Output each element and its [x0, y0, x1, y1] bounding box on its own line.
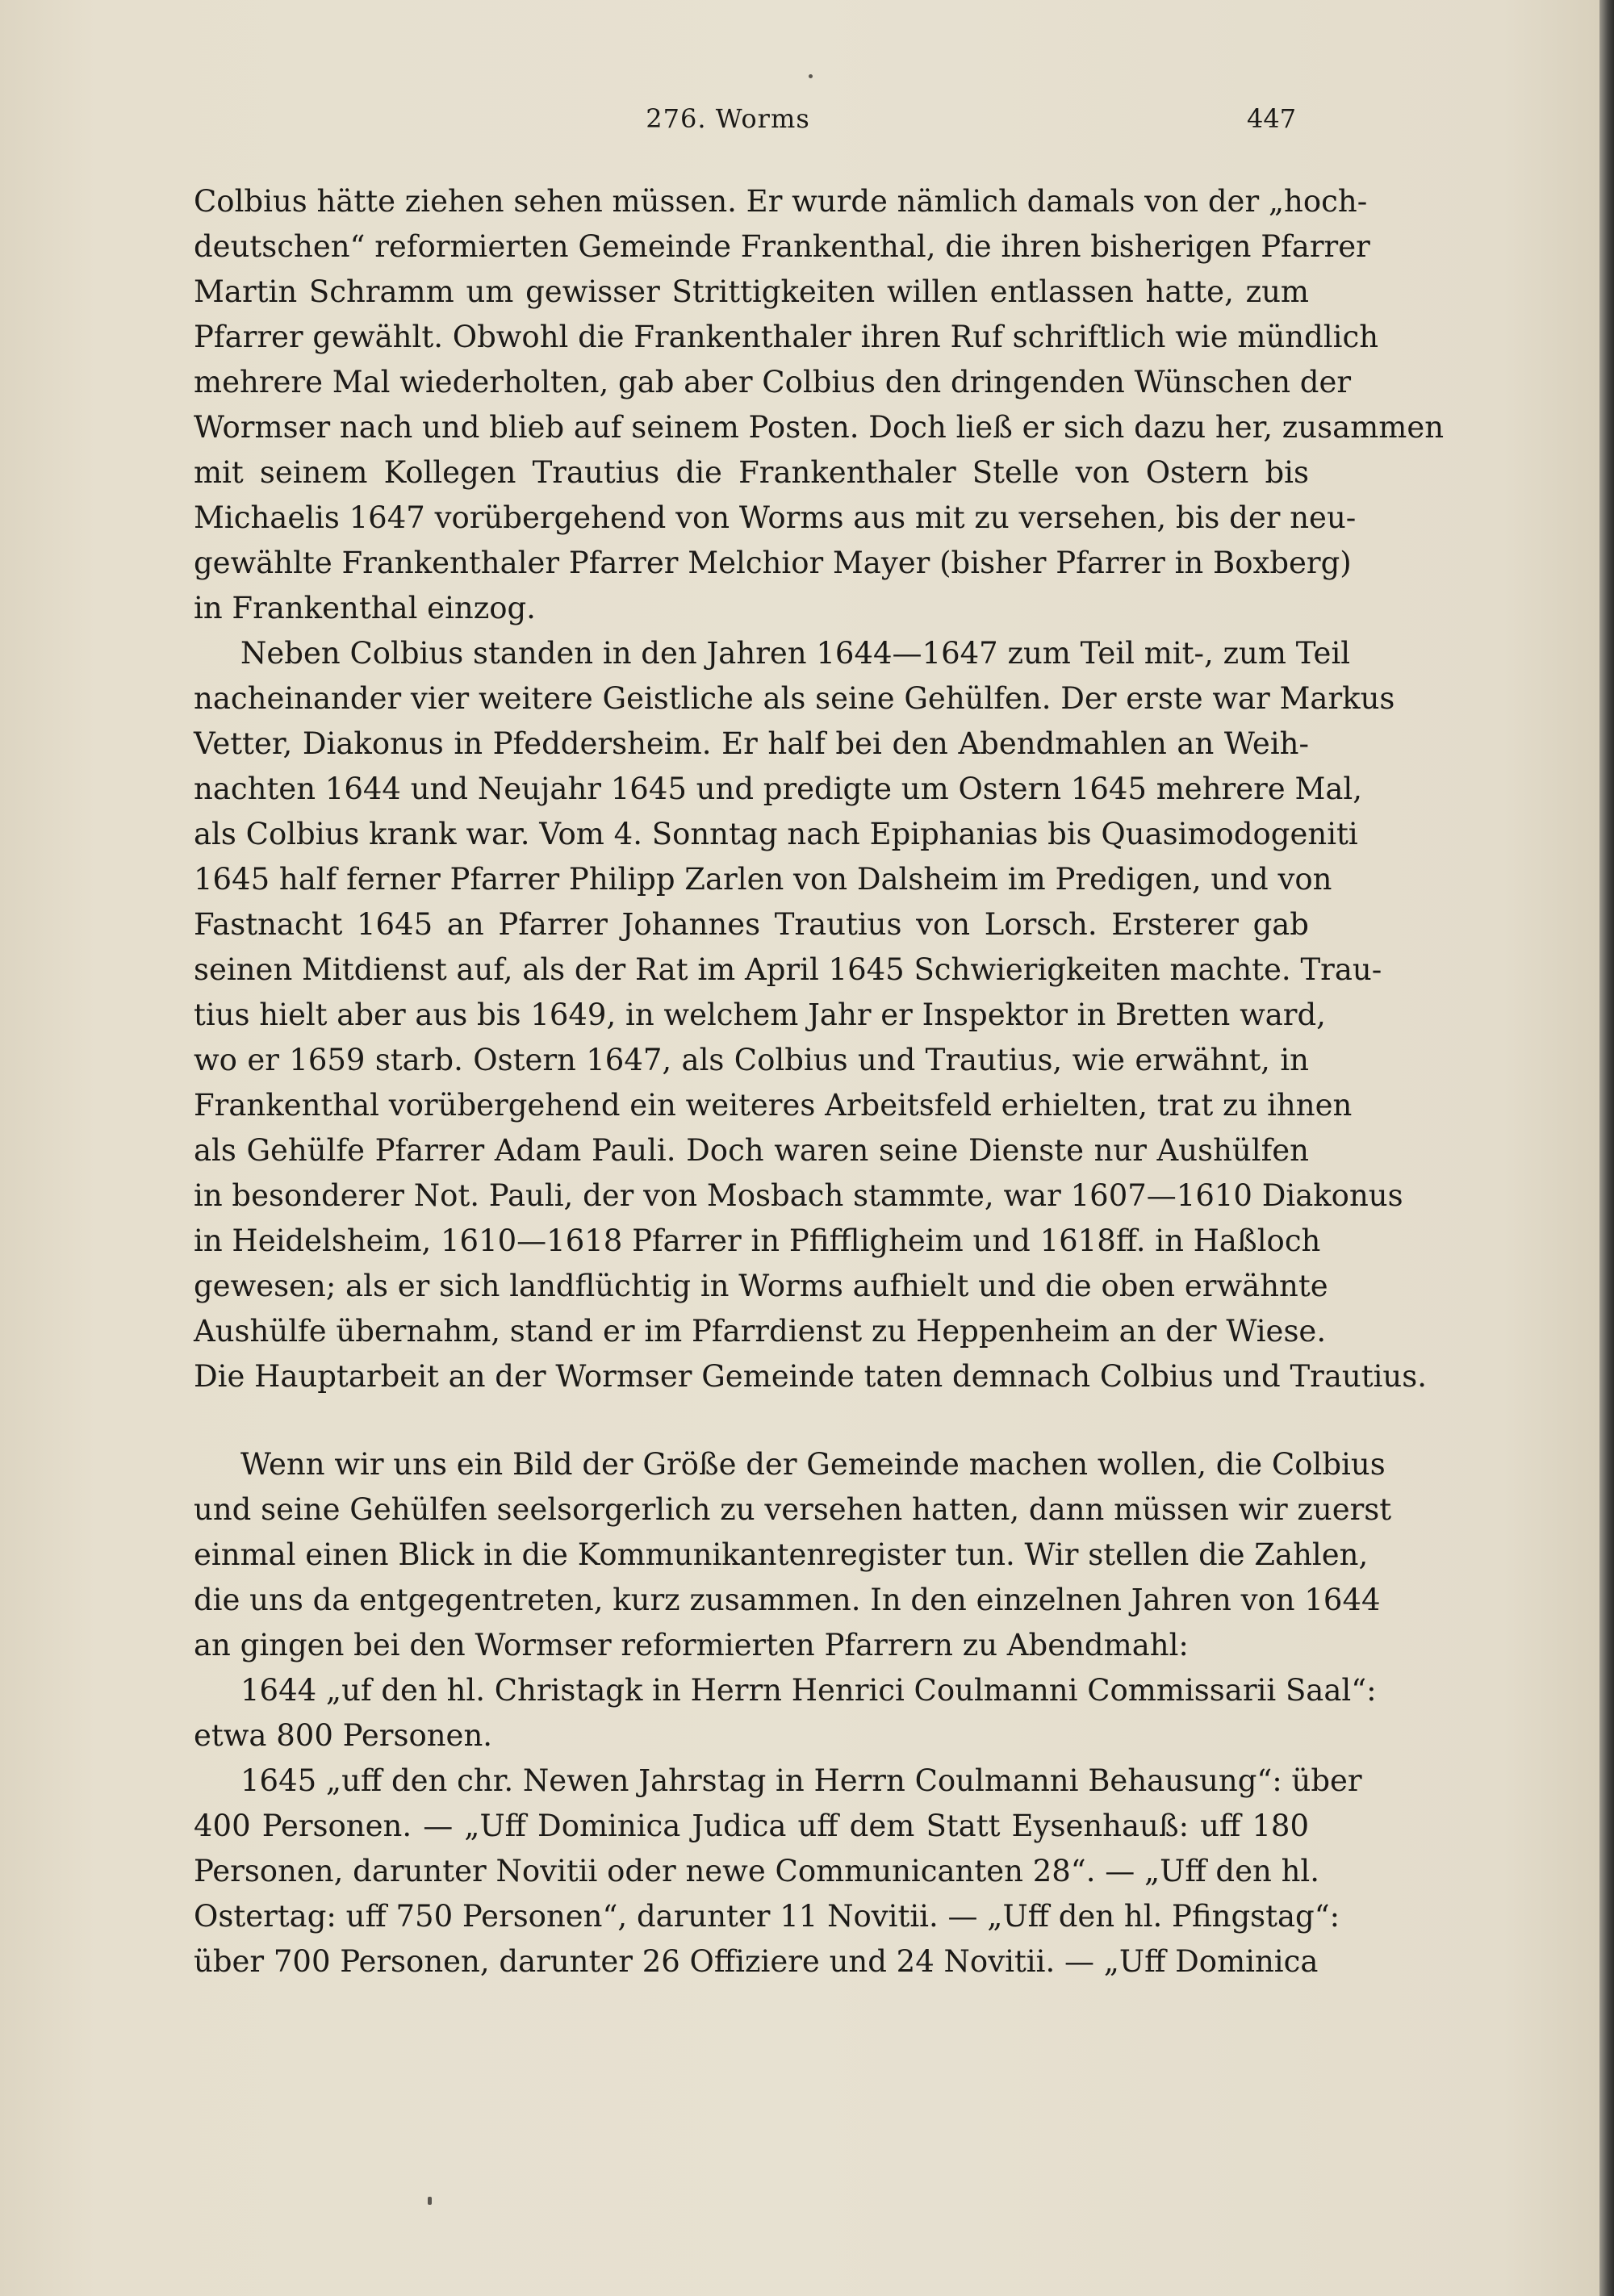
text-line: als Colbius krank war. Vom 4. Sonntag nach Epiphanias bis Quasimodogeniti [194, 817, 1358, 851]
text-line: Ostertag: uff 750 Personen“, darunter 11 Novitii. — „Uff den hl. Pfingstag“: [194, 1899, 1340, 1934]
text-line: Fastnacht 1645 an Pfarrer Johannes Trautius von Lorsch. Ersterer gab [194, 907, 1309, 942]
text-line: Frankenthal vorübergehend ein weiteres Arbeitsfeld erhielten, trat zu ihnen [194, 1088, 1353, 1123]
text-line: Colbius hätte ziehen sehen müssen. Er wurde nämlich damals von der „hoch- [194, 184, 1368, 219]
paper-speck [809, 74, 813, 78]
text-line: Vetter, Diakonus in Pfeddersheim. Er half bei den Abendmahlen an Weih- [194, 726, 1309, 761]
text-line: etwa 800 Personen. [194, 1718, 493, 1753]
text-line: 1644 „uf den hl. Christagk in Herrn Henrici Coulmanni Commissarii Saal“: [240, 1673, 1377, 1708]
text-line: Michaelis 1647 vorübergehend von Worms aus mit zu versehen, bis der neu- [194, 500, 1357, 535]
text-line: deutschen“ reformierten Gemeinde Frankenthal, die ihren bisherigen Pfarrer [194, 229, 1370, 264]
text-line: einmal einen Blick in die Kommunikantenregister tun. Wir stellen die Zahlen, [194, 1537, 1369, 1572]
text-line: Die Hauptarbeit an der Wormser Gemeinde taten demnach Colbius und Trautius. [194, 1359, 1427, 1394]
text-line: in besonderer Not. Pauli, der von Mosbach stammte, war 1607—1610 Diakonus [194, 1178, 1403, 1213]
text-line: und seine Gehülfen seelsorgerlich zu versehen hatten, dann müssen wir zuerst [194, 1492, 1392, 1527]
text-line: Pfarrer gewählt. Obwohl die Frankenthaler ihren Ruf schriftlich wie mündlich [194, 320, 1379, 354]
section-gap [194, 1399, 1309, 1442]
text-line: tius hielt aber aus bis 1649, in welchem Jahr er Inspektor in Bretten ward, [194, 997, 1326, 1032]
text-line: 1645 „uff den chr. Newen Jahrstag in Herrn Coulmanni Behausung“: über [240, 1763, 1362, 1798]
text-line: Martin Schramm um gewisser Strittigkeiten willen entlassen hatte, zum [194, 274, 1309, 309]
body-text [194, 179, 1445, 1984]
text-line: wo er 1659 starb. Ostern 1647, als Colbius und Trautius, wie erwähnt, in [194, 1043, 1309, 1077]
text-line: Wormser nach und blieb auf seinem Posten. Doch ließ er sich dazu her, zusammen [194, 410, 1445, 445]
text-line: Personen, darunter Novitii oder newe Communicanten 28“. — „Uff den hl. [194, 1854, 1319, 1888]
text-line: die uns da entgegentreten, kurz zusammen. In den einzelnen Jahren von 1644 [194, 1583, 1381, 1617]
text-line: 400 Personen. — „Uff Dominica Judica uff dem Statt Eysenhauß: uff 180 [194, 1809, 1309, 1843]
text-line: mehrere Mal wiederholten, gab aber Colbius den dringenden Wünschen der [194, 365, 1352, 399]
text-line: Aushülfe übernahm, stand er im Pfarrdienst zu Heppenheim an der Wiese. [194, 1314, 1327, 1349]
page-number: 447 [1247, 103, 1297, 134]
text-line: 1645 half ferner Pfarrer Philipp Zarlen von Dalsheim im Predigen, und von [194, 862, 1332, 897]
text-line: seinen Mitdienst auf, als der Rat im April 1645 Schwierigkeiten machte. Trau- [194, 952, 1382, 987]
text-line: in Heidelsheim, 1610—1618 Pfarrer in Pfiffligheim und 1618ff. in Haßloch [194, 1223, 1321, 1258]
text-line: in Frankenthal einzog. [194, 591, 536, 625]
text-line: über 700 Personen, darunter 26 Offiziere und 24 Novitii. — „Uff Dominica [194, 1944, 1319, 1979]
running-title: 276. Worms [646, 103, 810, 134]
text-line: Wenn wir uns ein Bild der Größe der Gemeinde machen wollen, die Colbius [240, 1447, 1386, 1482]
text-line: an gingen bei den Wormser reformierten Pfarrern zu Abendmahl: [194, 1628, 1189, 1662]
text-line: nachten 1644 und Neujahr 1645 und predigte um Ostern 1645 mehrere Mal, [194, 772, 1363, 806]
text-line: mit seinem Kollegen Trautius die Frankenthaler Stelle von Ostern bis [194, 455, 1309, 490]
text-line: gewesen; als er sich landflüchtig in Worms aufhielt und die oben erwähnte [194, 1269, 1328, 1303]
text-line: nacheinander vier weitere Geistliche als seine Gehülfen. Der erste war Markus [194, 681, 1395, 716]
text-line: als Gehülfe Pfarrer Adam Pauli. Doch waren seine Dienste nur Aushülfen [194, 1133, 1309, 1168]
running-head [0, 103, 1599, 144]
page-edge-shadow [1599, 0, 1614, 2296]
text-line: Neben Colbius standen in den Jahren 1644—1647 zum Teil mit-, zum Teil [240, 636, 1351, 671]
paper-speck [428, 2197, 432, 2205]
text-line: gewählte Frankenthaler Pfarrer Melchior Mayer (bisher Pfarrer in Boxberg) [194, 546, 1352, 580]
